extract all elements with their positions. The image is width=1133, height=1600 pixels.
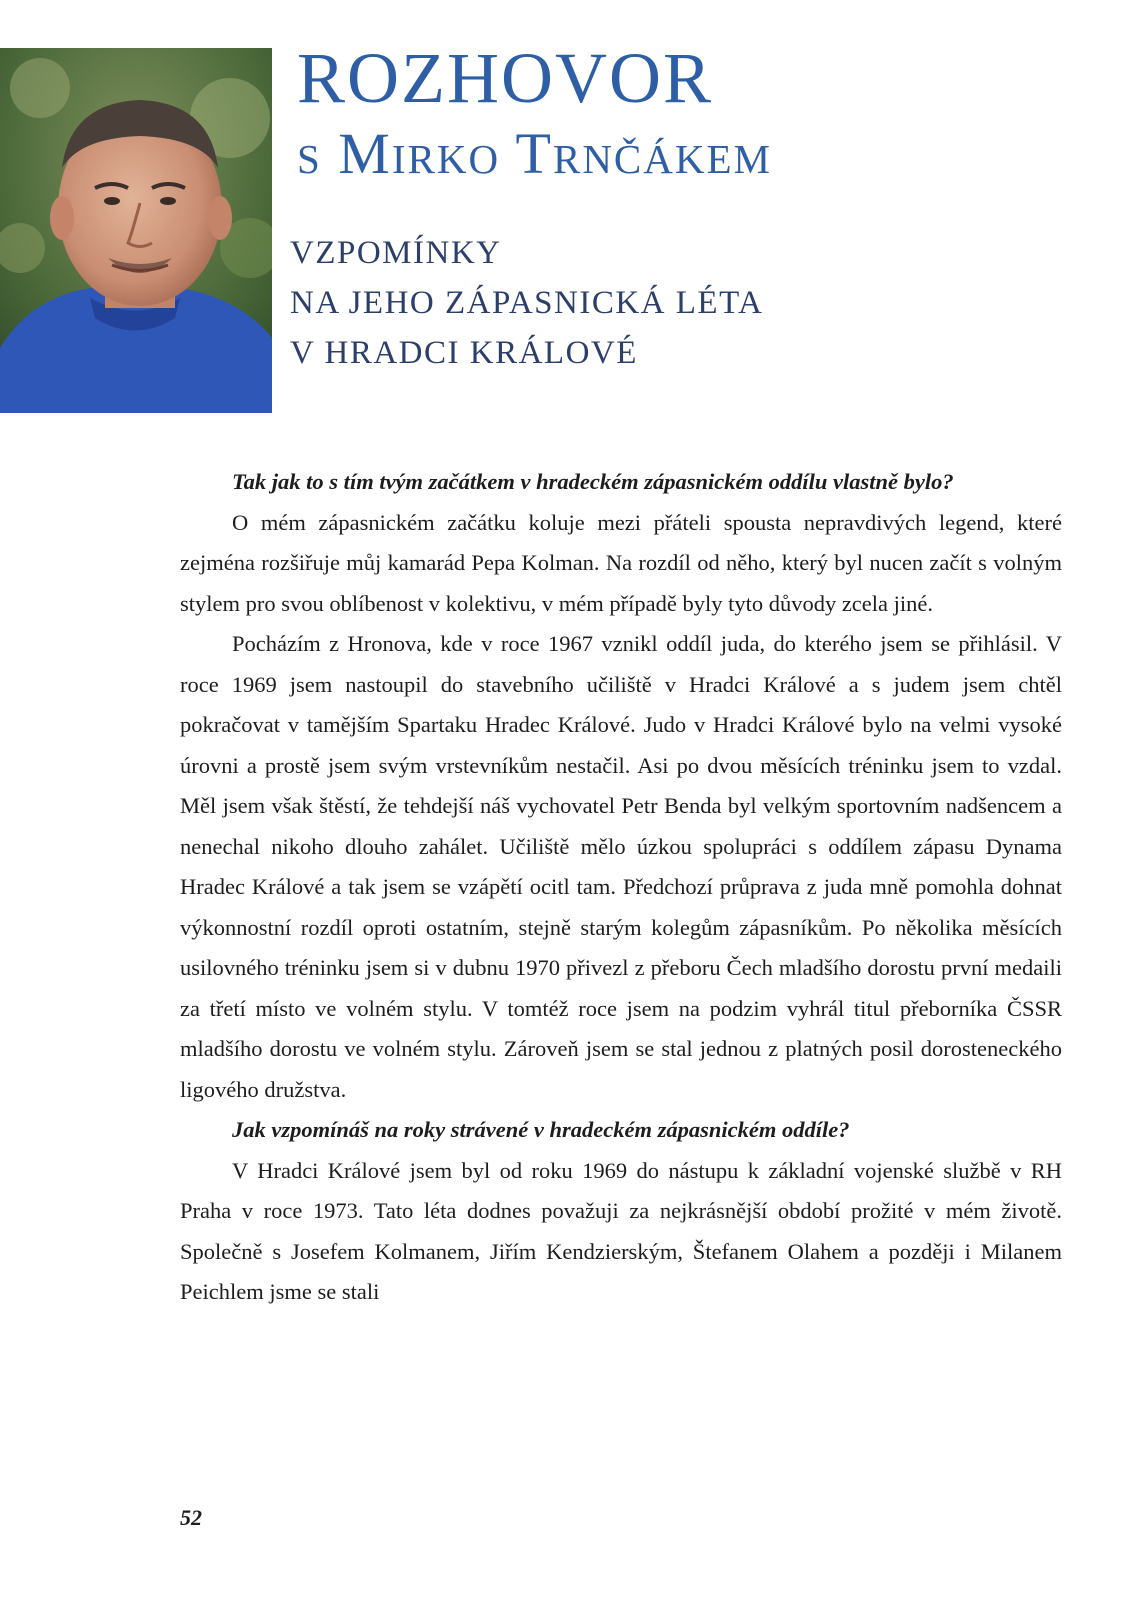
title-line-2: s Mirko Trnčákem (297, 121, 772, 186)
interview-question: Tak jak to s tím tvým začátkem v hradeckém zápasnickém oddílu vlastně bylo? (232, 469, 954, 494)
interview-answer: O mém zápasnickém začátku koluje mezi přáteli spousta nepravdivých legend, které zejména rozšiřuje můj kamarád Pepa Kolman. Na rozdíl od něho, který byl nucen začít s volným stylem pro svou oblíbenost v kolektivu, v mém případě byly tyto důvody zcela jiné. (180, 509, 1062, 616)
interview-answer: Pocházím z Hronova, kde v roce 1967 vznikl oddíl juda, do kterého jsem se přihlásil. V roce 1969 jsem nastoupil do stavebního učiliště v Hradci Králové a s judem jsem chtěl pokračovat v tamějším Spartaku Hradec Králové. Judo v Hradci Králové bylo na velmi vysoké úrovni a prostě jsem svým vrstevníkům nestačil. Asi po dvou měsících tréninku jsem to vzdal. Měl jsem však štěstí, že tehdejší náš vychovatel Petr Benda byl velkým sportovním nadšencem a nenechal nikoho dlouho zahálet. Učiliště mělo úzkou spolupráci s oddílem zápasu Dynama Hradec Králové a tak jsem se vzápětí ocitl tam. Předchozí průprava z juda mně pomohla dohnat výkonnostní rozdíl oproti ostatním, stejně starým kolegům zápasníkům. Po několika měsících usilovného tréninku jsem si v dubnu 1970 přivezl z přeboru Čech mladšího dorostu první medaili za třetí místo ve volném stylu. V tomtéž roce jsem na podzim vyhrál titul přeborníka ČSSR mladšího dorostu ve volném stylu. Zároveň jsem se stal jednou z platných posil dorosteneckého ligového družstva. (180, 631, 1062, 1102)
interview-answer: V Hradci Králové jsem byl od roku 1969 do nástupu k základní vojenské službě v RH Praha v roce 1973. Tato léta dodnes považuji za nejkrásnější období prožité v mém životě. Společně s Josefem Kolmanem, Jiřím Kendzierským, Štefanem Olahem a později i Milanem Peichlem jsme se stali (180, 1157, 1062, 1304)
page-number: 52 (180, 1505, 202, 1530)
subtitle-line-2: NA JEHO ZÁPASNICKÁ LÉTA (290, 285, 764, 321)
title-line-1: ROZHOVOR (297, 38, 714, 118)
portrait-photo-icon (0, 48, 272, 413)
article-subtitle (290, 228, 763, 378)
subtitle-line-3: V HRADCI KRÁLOVÉ (290, 335, 638, 371)
subtitle-line-1: VZPOMÍNKY (290, 235, 502, 271)
portrait-photo (0, 48, 272, 413)
article-title (297, 38, 772, 190)
interview-question: Jak vzpomínáš na roky strávené v hradeckém zápasnickém oddíle? (232, 1117, 850, 1142)
article-body (180, 462, 1062, 1313)
